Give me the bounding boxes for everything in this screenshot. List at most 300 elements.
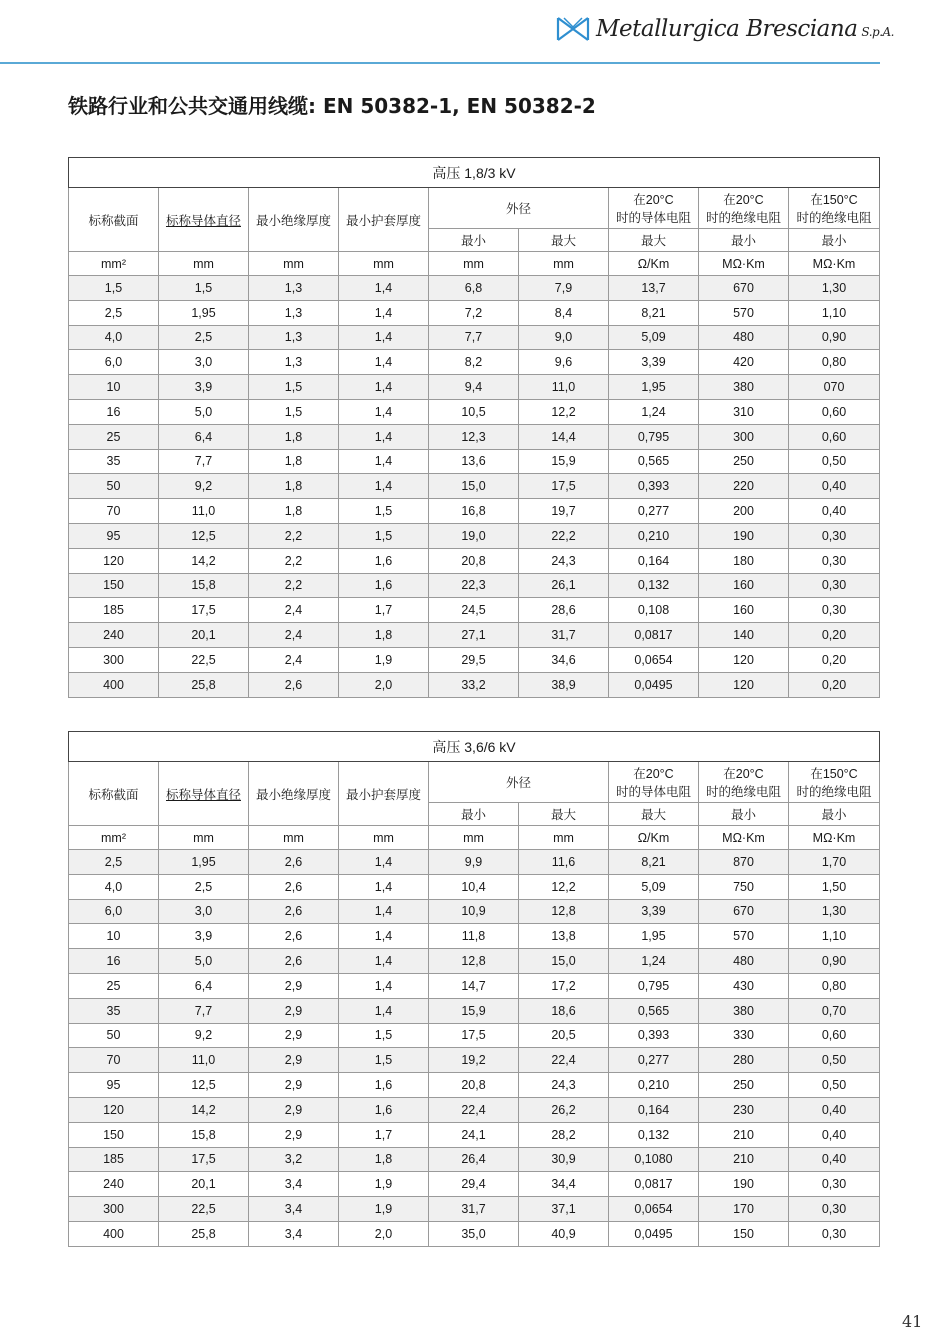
table-cell: 240 — [69, 623, 159, 648]
table-cell: 1,4 — [339, 276, 429, 301]
table-cell: 1,4 — [339, 850, 429, 875]
table-cell: 2,6 — [249, 850, 339, 875]
table-cell: 12,2 — [519, 874, 609, 899]
table-cell: 25 — [69, 973, 159, 998]
table-cell: 3,4 — [249, 1221, 339, 1246]
table-cell: 12,2 — [519, 399, 609, 424]
table-cell: 35 — [69, 449, 159, 474]
table-cell: 2,9 — [249, 1073, 339, 1098]
table-cell: 1,4 — [339, 424, 429, 449]
table-cell: 1,4 — [339, 973, 429, 998]
table-cell: 2,9 — [249, 998, 339, 1023]
header-min-sheath: 最小护套厚度 — [339, 762, 429, 826]
table-cell: 160 — [699, 598, 789, 623]
table-cell: 17,2 — [519, 973, 609, 998]
header-ins150-line2: 时的绝缘电阻 — [796, 211, 872, 225]
table-row — [69, 523, 880, 548]
table-cell: 17,5 — [159, 598, 249, 623]
table-cell: 2,4 — [249, 598, 339, 623]
table-cell: 0,0654 — [609, 647, 699, 672]
table-row — [69, 924, 880, 949]
table-cell: 2,2 — [249, 573, 339, 598]
table-cell: 17,5 — [159, 1147, 249, 1172]
table-cell: 150 — [69, 1122, 159, 1147]
table-cell: 13,6 — [429, 449, 519, 474]
table-cell: 0,90 — [789, 325, 880, 350]
table-cell: 11,0 — [519, 375, 609, 400]
table-cell: 20,1 — [159, 623, 249, 648]
table-cell: 14,4 — [519, 424, 609, 449]
header-min-sheath: 最小护套厚度 — [339, 188, 429, 252]
header-nominal-section: 标称截面 — [69, 188, 159, 252]
table-cell: 2,9 — [249, 1048, 339, 1073]
unit-cell: mm — [429, 252, 519, 276]
table-cell: 0,80 — [789, 350, 880, 375]
table-cell: 200 — [699, 499, 789, 524]
table-cell: 29,5 — [429, 647, 519, 672]
table-cell: 0,0495 — [609, 1221, 699, 1246]
header-res20 — [609, 762, 699, 803]
table-cell: 5,0 — [159, 949, 249, 974]
table-cell: 13,8 — [519, 924, 609, 949]
header-res20-line2: 时的导体电阻 — [615, 785, 691, 799]
table-cell: 0,132 — [609, 573, 699, 598]
table-row — [69, 598, 880, 623]
table-row — [69, 672, 880, 697]
table-cell: 0,30 — [789, 573, 880, 598]
table-cell: 3,4 — [249, 1172, 339, 1197]
table-cell: 2,5 — [159, 325, 249, 350]
table-cell: 1,95 — [159, 850, 249, 875]
table-cell: 0,60 — [789, 399, 880, 424]
unit-cell: mm — [159, 826, 249, 850]
table-cell: 1,10 — [789, 300, 880, 325]
table-cell: 6,4 — [159, 424, 249, 449]
unit-cell: Ω/Km — [609, 826, 699, 850]
table-cell: 3,9 — [159, 375, 249, 400]
header-conductor-diameter-label: 标称导体直径 — [165, 787, 241, 802]
table-cell: 2,0 — [339, 1221, 429, 1246]
table-cell: 1,7 — [339, 1122, 429, 1147]
table-cell: 15,9 — [519, 449, 609, 474]
header-conductor-diameter — [159, 188, 249, 252]
table-cell: 4,0 — [69, 325, 159, 350]
table-row — [69, 276, 880, 301]
table-cell: 120 — [69, 1097, 159, 1122]
table-cell: 0,20 — [789, 672, 880, 697]
table-cell: 1,70 — [789, 850, 880, 875]
header-outer-diameter: 外径 — [429, 188, 609, 229]
table-cell: 2,5 — [159, 874, 249, 899]
table-cell: 0,210 — [609, 523, 699, 548]
table-cell: 0,30 — [789, 548, 880, 573]
header-res20-line1: 在20°C — [633, 767, 674, 781]
table-cell: 0,393 — [609, 474, 699, 499]
table-cell: 250 — [699, 449, 789, 474]
table-cell: 5,09 — [609, 325, 699, 350]
header-ins150-line1: 在150°C — [810, 193, 858, 207]
table-cell: 6,0 — [69, 899, 159, 924]
table-row — [69, 350, 880, 375]
header-min-insulation: 最小绝缘厚度 — [249, 188, 339, 252]
table-cell: 24,1 — [429, 1122, 519, 1147]
table-cell: 1,3 — [249, 350, 339, 375]
header-ins20 — [699, 762, 789, 803]
table-cell: 1,3 — [249, 325, 339, 350]
table-cell: 0,1080 — [609, 1147, 699, 1172]
table-cell: 0,393 — [609, 1023, 699, 1048]
table-cell: 19,2 — [429, 1048, 519, 1073]
unit-cell: mm — [159, 252, 249, 276]
table-cell: 0,210 — [609, 1073, 699, 1098]
table-cell: 11,0 — [159, 499, 249, 524]
table-cell: 0,30 — [789, 1221, 880, 1246]
header-od-max: 最大 — [519, 229, 609, 252]
table-cell: 7,7 — [159, 449, 249, 474]
table-cell: 185 — [69, 1147, 159, 1172]
table-cell: 2,6 — [249, 672, 339, 697]
table-cell: 95 — [69, 1073, 159, 1098]
table-cell: 1,24 — [609, 949, 699, 974]
unit-cell: Ω/Km — [609, 252, 699, 276]
table-cell: 1,5 — [249, 375, 339, 400]
table-cell: 22,5 — [159, 647, 249, 672]
table-cell: 380 — [699, 998, 789, 1023]
table-cell: 3,2 — [249, 1147, 339, 1172]
header-conductor-diameter-label: 标称导体直径 — [165, 213, 241, 228]
header-res20-sub: 最大 — [609, 803, 699, 826]
unit-cell: mm — [249, 826, 339, 850]
page-header — [0, 0, 947, 64]
table-cell: 7,7 — [429, 325, 519, 350]
unit-cell: mm² — [69, 252, 159, 276]
company-logo-icon — [556, 16, 590, 42]
table-cell: 1,95 — [609, 375, 699, 400]
table-cell: 1,4 — [339, 899, 429, 924]
table-row — [69, 449, 880, 474]
table-cell: 1,3 — [249, 300, 339, 325]
table-cell: 190 — [699, 1172, 789, 1197]
table-cell: 0,0817 — [609, 623, 699, 648]
brand-name: Metallurgica Bresciana — [596, 16, 858, 42]
table-cell: 280 — [699, 1048, 789, 1073]
table-cell: 1,8 — [339, 1147, 429, 1172]
table-cell: 1,5 — [159, 276, 249, 301]
header-od-max: 最大 — [519, 803, 609, 826]
table-cell: 1,3 — [249, 276, 339, 301]
table-cell: 0,20 — [789, 647, 880, 672]
table-cell: 120 — [699, 647, 789, 672]
header-rule — [0, 62, 880, 64]
table-cell: 070 — [789, 375, 880, 400]
table-cell: 11,0 — [159, 1048, 249, 1073]
table-cell: 160 — [699, 573, 789, 598]
table-cell: 1,9 — [339, 1172, 429, 1197]
table-cell: 34,6 — [519, 647, 609, 672]
table-cell: 2,4 — [249, 647, 339, 672]
table-cell: 12,8 — [429, 949, 519, 974]
table-cell: 2,6 — [249, 899, 339, 924]
table-cell: 1,9 — [339, 1197, 429, 1222]
table-cell: 40,9 — [519, 1221, 609, 1246]
table-cell: 8,21 — [609, 300, 699, 325]
table-cell: 310 — [699, 399, 789, 424]
table-cell: 0,132 — [609, 1122, 699, 1147]
table-cell: 1,24 — [609, 399, 699, 424]
spec-table — [68, 731, 880, 1247]
table-cell: 12,5 — [159, 523, 249, 548]
table-cell: 1,4 — [339, 399, 429, 424]
table-cell: 9,4 — [429, 375, 519, 400]
table-cell: 1,8 — [249, 449, 339, 474]
table-cell: 29,4 — [429, 1172, 519, 1197]
table-cell: 1,5 — [339, 523, 429, 548]
spec-table — [68, 157, 880, 698]
table-cell: 0,565 — [609, 449, 699, 474]
table-cell: 19,0 — [429, 523, 519, 548]
table-cell: 2,2 — [249, 548, 339, 573]
table-cell: 0,30 — [789, 598, 880, 623]
table-cell: 0,277 — [609, 1048, 699, 1073]
table-cell: 27,1 — [429, 623, 519, 648]
table-row — [69, 1097, 880, 1122]
table-cell: 15,9 — [429, 998, 519, 1023]
table-cell: 15,8 — [159, 1122, 249, 1147]
table-cell: 1,6 — [339, 1097, 429, 1122]
table-cell: 25,8 — [159, 672, 249, 697]
table-cell: 1,7 — [339, 598, 429, 623]
table-cell: 9,0 — [519, 325, 609, 350]
table-cell: 0,50 — [789, 1048, 880, 1073]
table-cell: 30,9 — [519, 1147, 609, 1172]
table-cell: 140 — [699, 623, 789, 648]
unit-cell: mm² — [69, 826, 159, 850]
table-row — [69, 1122, 880, 1147]
table-cell: 15,0 — [519, 949, 609, 974]
table-1-8-3kv-block — [68, 157, 879, 698]
table-cell: 35,0 — [429, 1221, 519, 1246]
table-cell: 870 — [699, 850, 789, 875]
brand-logotype — [596, 16, 894, 42]
table-cell: 17,5 — [519, 474, 609, 499]
table-cell: 2,6 — [249, 874, 339, 899]
table-cell: 10,4 — [429, 874, 519, 899]
table-cell: 0,40 — [789, 1147, 880, 1172]
table-cell: 1,4 — [339, 998, 429, 1023]
table-cell: 35 — [69, 998, 159, 1023]
table-cell: 24,3 — [519, 548, 609, 573]
table-row — [69, 623, 880, 648]
table-cell: 14,2 — [159, 1097, 249, 1122]
table-cell: 120 — [69, 548, 159, 573]
table-cell: 0,50 — [789, 449, 880, 474]
table-cell: 22,5 — [159, 1197, 249, 1222]
unit-cell: mm — [519, 252, 609, 276]
table-row — [69, 1073, 880, 1098]
header-res20-sub: 最大 — [609, 229, 699, 252]
table-cell: 6,8 — [429, 276, 519, 301]
table-cell: 120 — [699, 672, 789, 697]
header-ins150 — [789, 188, 880, 229]
table-body — [69, 850, 880, 1247]
table-row — [69, 1048, 880, 1073]
table-cell: 300 — [69, 647, 159, 672]
table-cell: 0,0817 — [609, 1172, 699, 1197]
table-row — [69, 1147, 880, 1172]
table-cell: 5,0 — [159, 399, 249, 424]
brand-suffix: S.p.A. — [861, 25, 894, 39]
table-cell: 10 — [69, 375, 159, 400]
table-row — [69, 1197, 880, 1222]
table-row — [69, 424, 880, 449]
table-cell: 0,164 — [609, 1097, 699, 1122]
table-cell: 1,5 — [339, 499, 429, 524]
table-cell: 400 — [69, 1221, 159, 1246]
table-cell: 1,4 — [339, 300, 429, 325]
table-cell: 26,2 — [519, 1097, 609, 1122]
table-row — [69, 474, 880, 499]
unit-cell: mm — [429, 826, 519, 850]
table-cell: 185 — [69, 598, 159, 623]
header-ins20-line2: 时的绝缘电阻 — [705, 785, 781, 799]
table-caption: 高压 3,6/6 kV — [69, 732, 880, 762]
table-cell: 0,30 — [789, 1172, 880, 1197]
page-number: 41 — [902, 1312, 923, 1331]
table-cell: 150 — [69, 573, 159, 598]
table-cell: 10,5 — [429, 399, 519, 424]
table-cell: 1,6 — [339, 573, 429, 598]
table-cell: 2,2 — [249, 523, 339, 548]
table-cell: 0,60 — [789, 1023, 880, 1048]
table-cell: 1,5 — [69, 276, 159, 301]
table-cell: 1,4 — [339, 924, 429, 949]
table-cell: 16,8 — [429, 499, 519, 524]
table-cell: 300 — [699, 424, 789, 449]
table-cell: 1,5 — [339, 1048, 429, 1073]
header-ins150-line1: 在150°C — [810, 767, 858, 781]
table-row — [69, 1221, 880, 1246]
table-cell: 12,8 — [519, 899, 609, 924]
units-row — [69, 826, 880, 850]
header-ins20-line2: 时的绝缘电阻 — [705, 211, 781, 225]
table-cell: 1,30 — [789, 899, 880, 924]
table-cell: 300 — [69, 1197, 159, 1222]
table-cell: 9,2 — [159, 1023, 249, 1048]
table-cell: 0,80 — [789, 973, 880, 998]
table-cell: 1,4 — [339, 949, 429, 974]
table-cell: 50 — [69, 1023, 159, 1048]
table-cell: 22,4 — [519, 1048, 609, 1073]
table-cell: 570 — [699, 924, 789, 949]
table-cell: 1,4 — [339, 449, 429, 474]
table-cell: 1,95 — [159, 300, 249, 325]
header-ins20-sub: 最小 — [699, 803, 789, 826]
table-cell: 3,39 — [609, 350, 699, 375]
table-cell: 17,5 — [429, 1023, 519, 1048]
unit-cell: MΩ·Km — [699, 252, 789, 276]
table-cell: 70 — [69, 1048, 159, 1073]
table-cell: 0,0654 — [609, 1197, 699, 1222]
table-row — [69, 899, 880, 924]
table-cell: 25,8 — [159, 1221, 249, 1246]
header-ins20-line1: 在20°C — [723, 193, 764, 207]
table-cell: 4,0 — [69, 874, 159, 899]
table-cell: 16 — [69, 949, 159, 974]
table-cell: 15,8 — [159, 573, 249, 598]
header-od-min: 最小 — [429, 229, 519, 252]
table-cell: 12,3 — [429, 424, 519, 449]
table-cell: 7,2 — [429, 300, 519, 325]
table-cell: 1,8 — [249, 499, 339, 524]
table-cell: 3,39 — [609, 899, 699, 924]
table-cell: 2,9 — [249, 1097, 339, 1122]
unit-cell: MΩ·Km — [699, 826, 789, 850]
table-cell: 28,2 — [519, 1122, 609, 1147]
table-row — [69, 325, 880, 350]
header-ins150 — [789, 762, 880, 803]
table-cell: 18,6 — [519, 998, 609, 1023]
table-cell: 14,7 — [429, 973, 519, 998]
table-cell: 1,8 — [249, 424, 339, 449]
header-conductor-diameter — [159, 762, 249, 826]
table-cell: 1,50 — [789, 874, 880, 899]
table-row — [69, 548, 880, 573]
unit-cell: MΩ·Km — [789, 252, 880, 276]
units-row — [69, 252, 880, 276]
table-row — [69, 874, 880, 899]
table-cell: 2,9 — [249, 1023, 339, 1048]
table-cell: 10,9 — [429, 899, 519, 924]
table-cell: 15,0 — [429, 474, 519, 499]
table-cell: 0,40 — [789, 1122, 880, 1147]
table-cell: 0,795 — [609, 424, 699, 449]
table-cell: 210 — [699, 1122, 789, 1147]
header-ins150-line2: 时的绝缘电阻 — [796, 785, 872, 799]
table-cell: 750 — [699, 874, 789, 899]
header-nominal-section: 标称截面 — [69, 762, 159, 826]
table-cell: 70 — [69, 499, 159, 524]
table-row — [69, 1023, 880, 1048]
table-cell: 1,5 — [249, 399, 339, 424]
table-cell: 0,40 — [789, 1097, 880, 1122]
table-cell: 20,1 — [159, 1172, 249, 1197]
table-cell: 180 — [699, 548, 789, 573]
table-cell: 7,9 — [519, 276, 609, 301]
table-cell: 400 — [69, 672, 159, 697]
table-cell: 1,6 — [339, 548, 429, 573]
table-cell: 670 — [699, 276, 789, 301]
unit-cell: MΩ·Km — [789, 826, 880, 850]
header-res20-line1: 在20°C — [633, 193, 674, 207]
table-cell: 22,4 — [429, 1097, 519, 1122]
table-caption: 高压 1,8/3 kV — [69, 158, 880, 188]
header-ins150-sub: 最小 — [789, 229, 880, 252]
table-cell: 34,4 — [519, 1172, 609, 1197]
table-cell: 2,6 — [249, 949, 339, 974]
table-row — [69, 499, 880, 524]
table-cell: 150 — [699, 1221, 789, 1246]
table-cell: 9,2 — [159, 474, 249, 499]
header-od-min: 最小 — [429, 803, 519, 826]
table-cell: 31,7 — [429, 1197, 519, 1222]
table-cell: 0,90 — [789, 949, 880, 974]
table-cell: 11,6 — [519, 850, 609, 875]
table-cell: 0,30 — [789, 523, 880, 548]
table-cell: 20,8 — [429, 1073, 519, 1098]
table-cell: 570 — [699, 300, 789, 325]
table-cell: 95 — [69, 523, 159, 548]
table-cell: 170 — [699, 1197, 789, 1222]
